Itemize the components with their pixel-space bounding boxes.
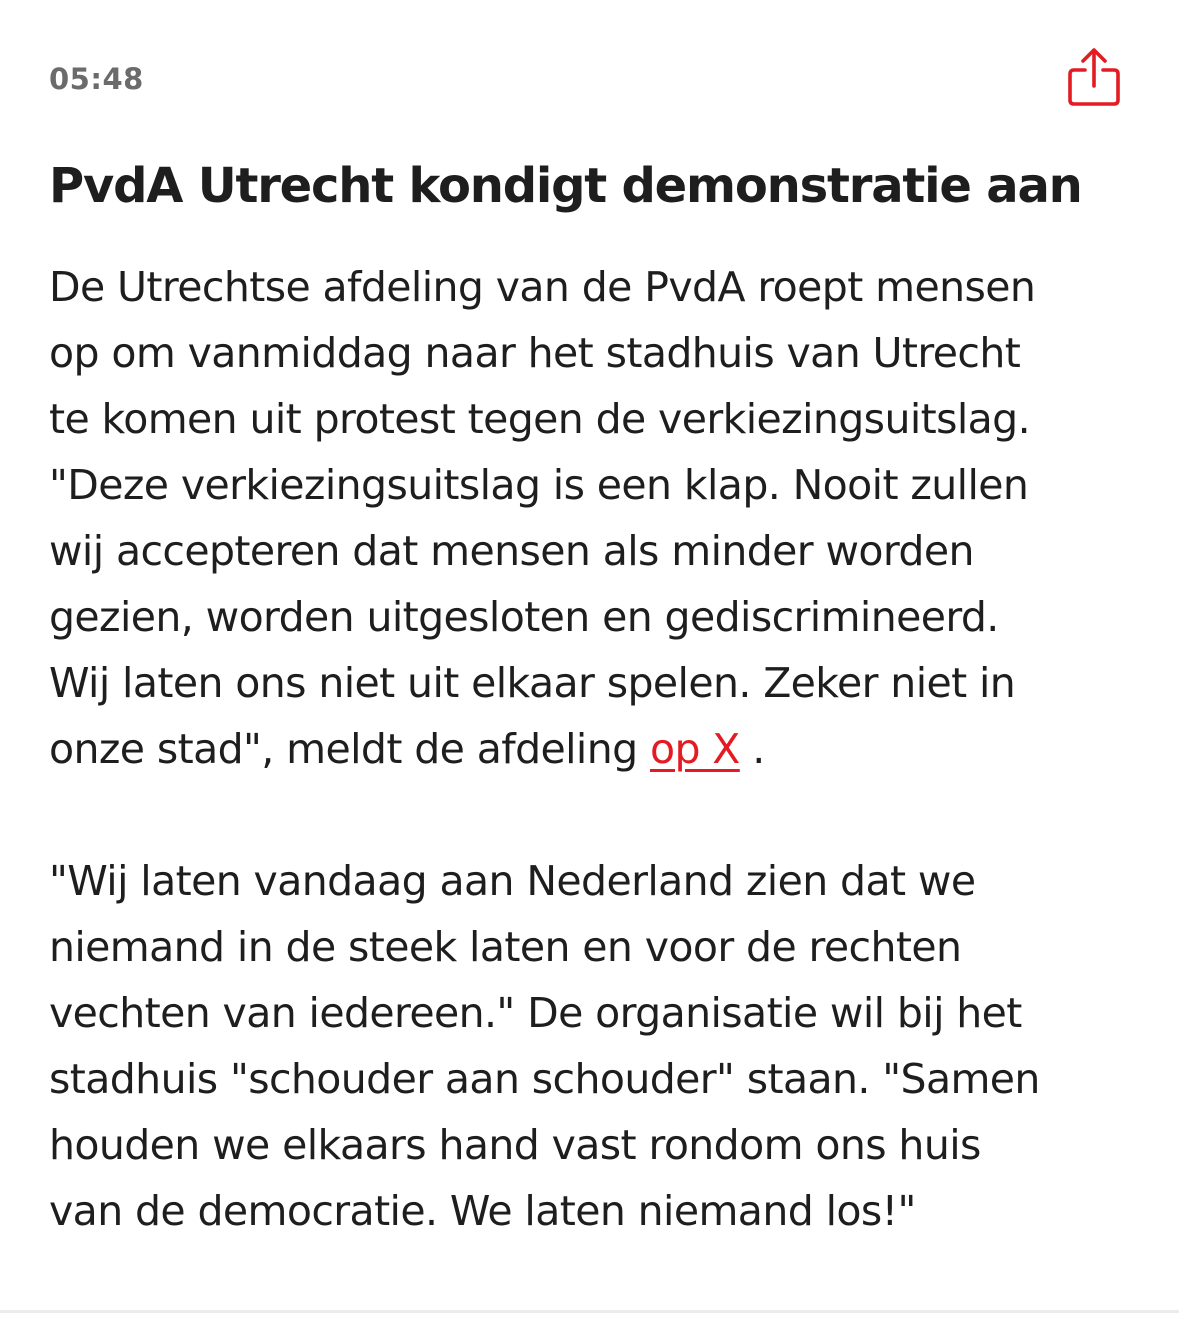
share-icon[interactable]	[1066, 46, 1122, 108]
timestamp: 05:48	[49, 62, 144, 96]
body-line: stadhuis "schouder aan schouder" staan. "Samen	[49, 1055, 1040, 1103]
body-line: "Deze verkiezingsuitslag is een klap. Nooit zullen	[49, 461, 1029, 509]
body-line: niemand in de steek laten en voor de rechten	[49, 923, 962, 971]
post-divider	[0, 1310, 1179, 1313]
article-body	[49, 254, 1149, 1244]
paragraph-gap	[49, 782, 1149, 848]
body-text-fragment: onze stad", meldt de afdeling	[49, 725, 650, 773]
body-line: vechten van iedereen." De organisatie wil bij het	[49, 989, 1022, 1037]
body-line: "Wij laten vandaag aan Nederland zien dat we	[49, 857, 976, 905]
body-line: wij accepteren dat mensen als minder worden	[49, 527, 974, 575]
body-line: houden we elkaars hand vast rondom ons huis	[49, 1121, 981, 1169]
article-title: PvdA Utrecht kondigt demonstratie aan	[49, 158, 1082, 214]
body-line: van de democratie. We laten niemand los!"	[49, 1187, 916, 1235]
source-link-x[interactable]: op X	[649, 725, 740, 773]
body-line: op om vanmiddag naar het stadhuis van Utrecht	[49, 329, 1021, 377]
body-line: De Utrechtse afdeling van de PvdA roept mensen	[49, 263, 1036, 311]
post-header	[49, 58, 1122, 114]
body-text-fragment: .	[739, 725, 765, 773]
paragraph-2	[49, 848, 1149, 1244]
body-line: Wij laten ons niet uit elkaar spelen. Zeker niet in	[49, 659, 1016, 707]
paragraph-1	[49, 254, 1149, 782]
body-line-with-link	[49, 716, 1149, 782]
body-line: te komen uit protest tegen de verkiezingsuitslag.	[49, 395, 1031, 443]
body-line: gezien, worden uitgesloten en gediscrimineerd.	[49, 593, 999, 641]
